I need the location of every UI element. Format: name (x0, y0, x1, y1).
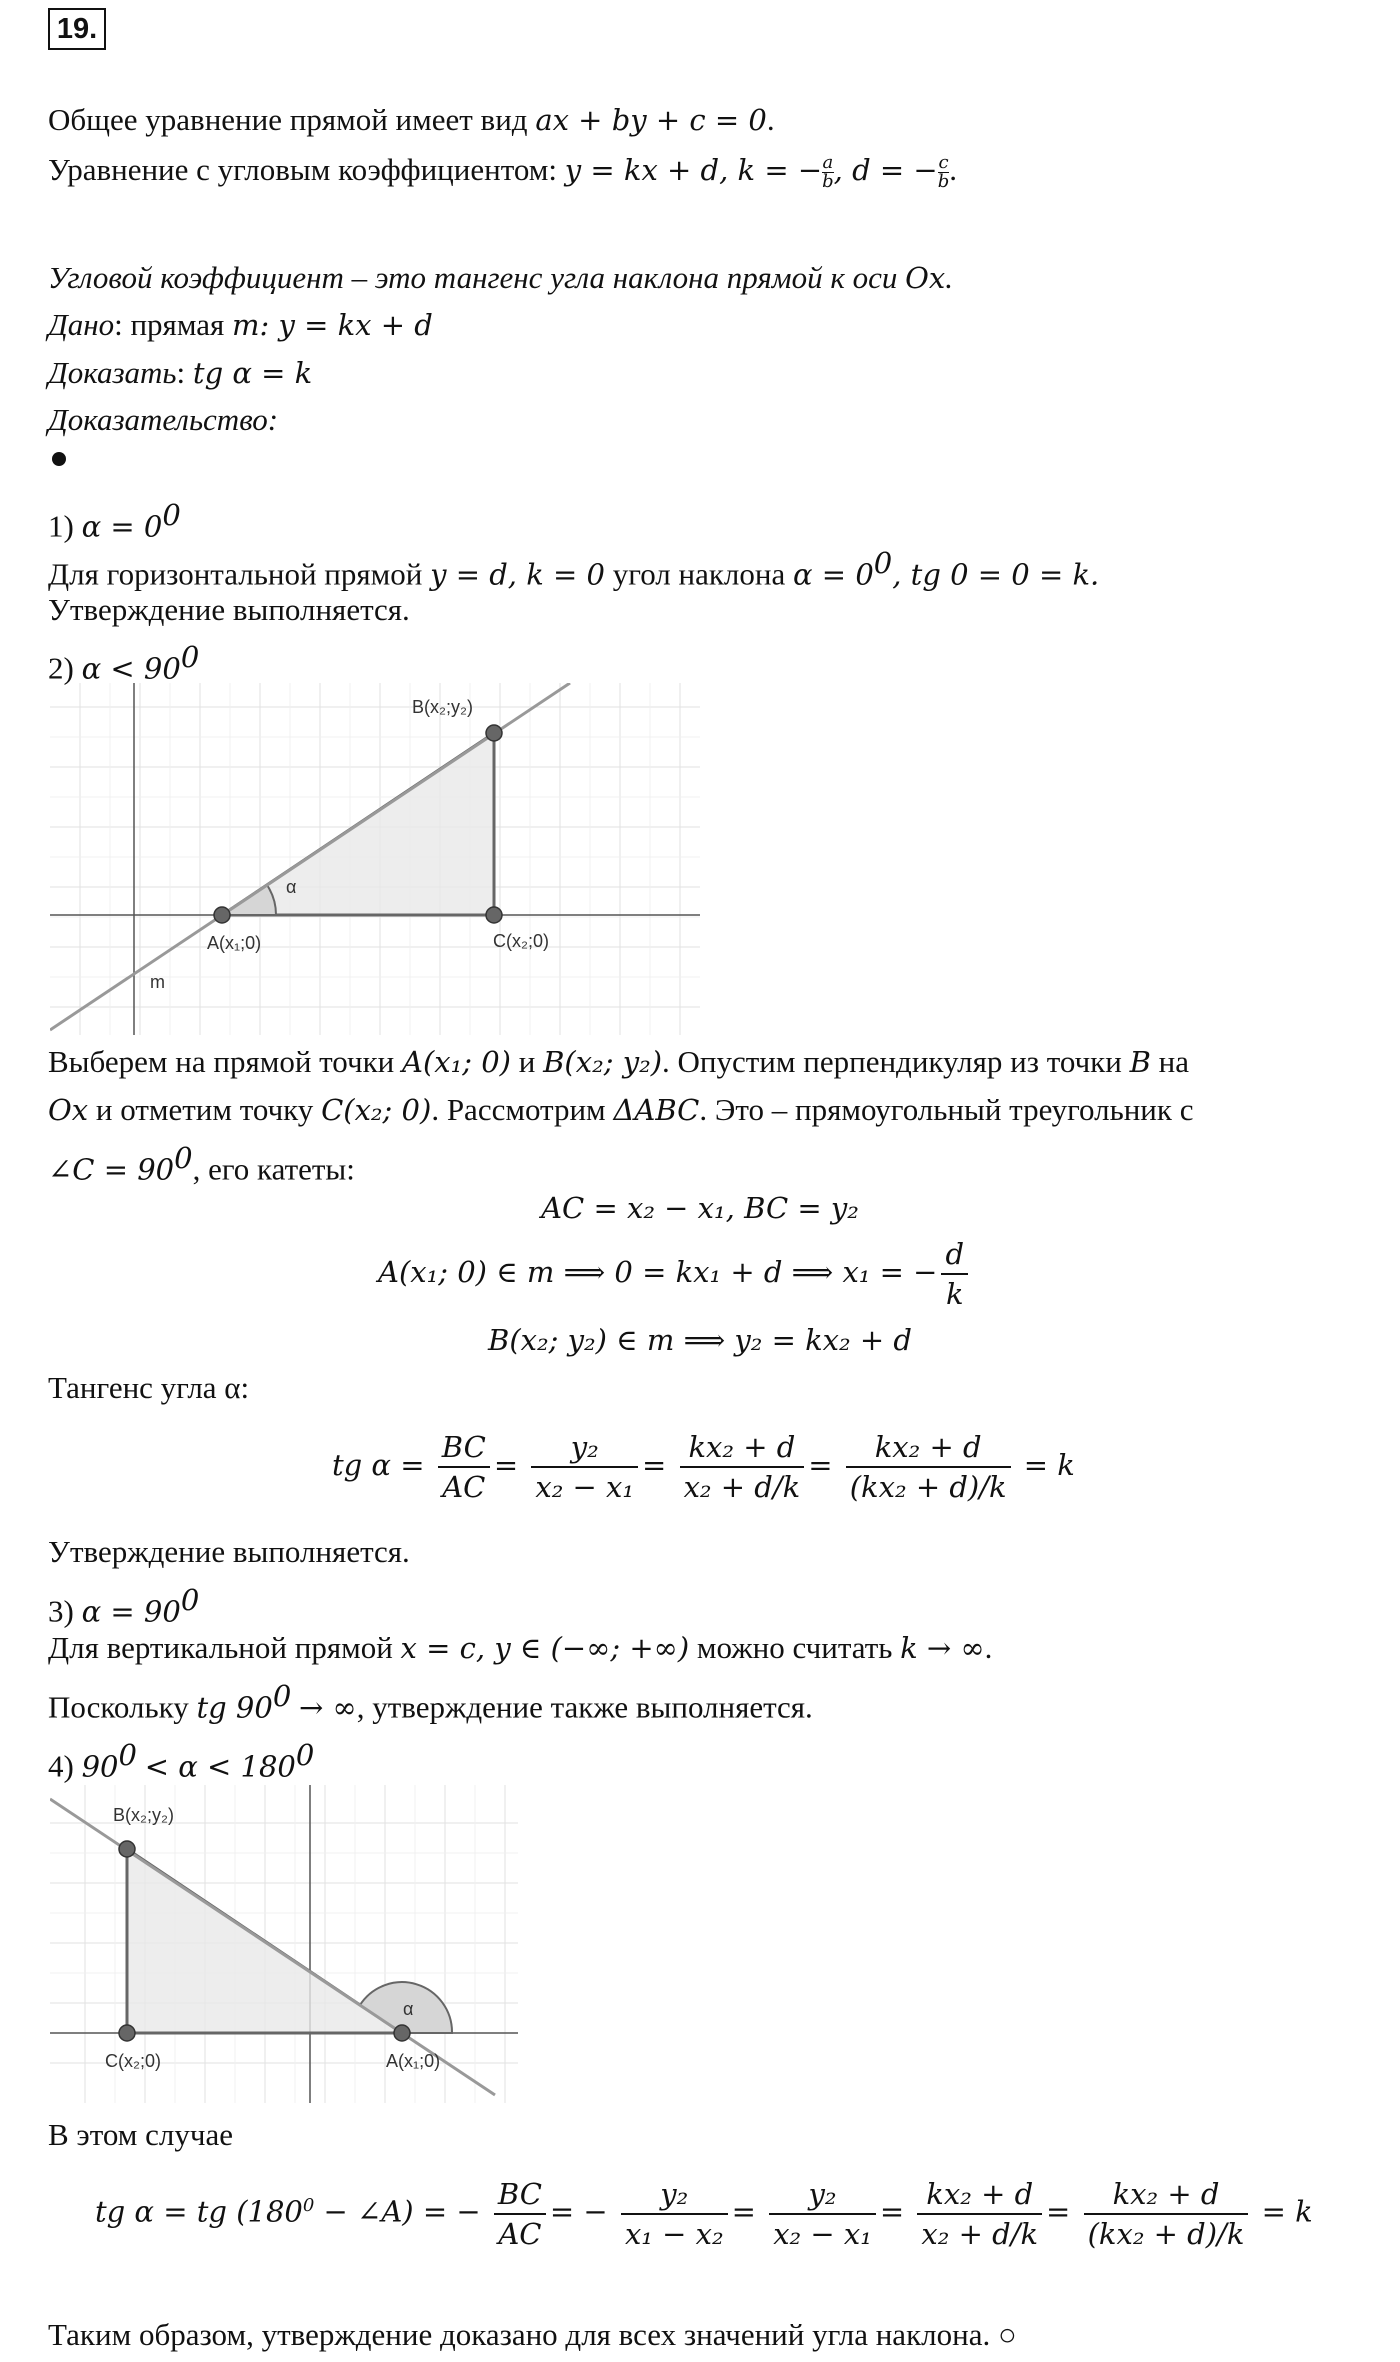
case1-label: 1) (48, 508, 74, 544)
conclusion: Таким образом, утверждение доказано для всех значений угла наклона. ○ (48, 2317, 1017, 2352)
case3-text-b: можно считать (696, 1630, 893, 1665)
tg-lhs: tg α = (332, 1448, 425, 1482)
case3-math-b: k → ∞ (900, 1631, 985, 1665)
tg-frac-2: $\frac{\text{y₂}}{\text{x₂ − x₁}}$ (531, 1428, 638, 1506)
case3-math-d: → ∞ (299, 1690, 357, 1725)
case4-frac-2: $\frac{\text{y₂}}{\text{x₁ − x₂}}$ (621, 2175, 728, 2253)
tg-frac-3: $\frac{\text{kx₂ + d}}{\text{x₂ + d/k}}$ (680, 1428, 805, 1506)
case1-math-a: y = d, k = 0 (430, 557, 606, 592)
case2-para2-text-b: . Рассмотрим (431, 1092, 606, 1127)
case3-line2 (48, 1676, 813, 1727)
tg-frac-4: $\frac{\text{kx₂ + d}}{\text{(kx₂ + d)/k}}$ (846, 1428, 1011, 1506)
graph-obtuse-angle (50, 1785, 518, 2103)
prove-label: Доказать (48, 355, 177, 390)
case2-para1-math-b: B(x₂; y₂) (543, 1045, 663, 1079)
case3-label: 3) (48, 1593, 74, 1629)
case1-statement: Утверждение выполняется. (48, 592, 410, 627)
case2-para2-math-b: C(x₂; 0) (321, 1093, 432, 1127)
slope-equation-line: Уравнение с угловым коэффициентом: y = kx + d, k = − $\frac{a}{b}$ , d = − $\frac{c}{b}$ . (48, 152, 957, 193)
case2-para2-text-c: . Это – прямоугольный треугольник с (699, 1092, 1194, 1127)
case2-para-line1 (48, 1042, 1189, 1082)
slope-eq-math: y = kx + d, k = − (564, 153, 823, 187)
case4-math-a: 90 (81, 1749, 119, 1784)
case1-heading (48, 495, 181, 546)
case2-para2-math-c: ΔABC (613, 1093, 700, 1127)
general-eq-math: ax + by + c = 0 (535, 103, 767, 137)
graph2-label-A: A(x₁;0) (386, 2051, 441, 2071)
case4-equation: tg α = tg ($180^0$ − ∠A) = − $\frac{BC}{AC}$ = − $\frac{\text{y₂}}{\text{x₁ − x₂}}$ = $\frac{\text{y₂}}{\text{x₂ − x₁}}$ = $\frac{\text{kx₂ + d}}{\text{x₂ + d/k}}$ = $\frac{\text{kx₂ + d}}{\text{(kx₂ + d)/k}}$ = k (95, 2176, 1313, 2251)
case4-frac-5: $\frac{\text{kx₂ + d}}{\text{(kx₂ + d)/k}}$ (1084, 2175, 1249, 2253)
case4-intro: В этом случае (48, 2117, 233, 2152)
case3-math-a: x = c, y ∈ (−∞; +∞) (400, 1631, 690, 1665)
case1-text-a: Для горизонтальной прямой (48, 556, 423, 592)
graph1-point-B (486, 725, 502, 741)
graph1-label-A: A(x₁;0) (207, 933, 262, 953)
case4-label: 4) (48, 1748, 74, 1784)
given-math: m: y = kx + d (232, 308, 433, 342)
graph1-label-alpha: α (286, 877, 297, 897)
general-equation-line: Общее уравнение прямой имеет вид ax + by + c = 0. (48, 102, 775, 137)
tangent-equation: tg α = $\frac{BC}{AC}$ = $\frac{\text{y₂}}{\text{x₂ − x₁}}$ = $\frac{\text{kx₂ + d}}{\text{x₂ + d/k}}$ = $\frac{\text{kx₂ + d}}{\text{(kx₂ + d)/k}}$ = k (332, 1430, 1075, 1504)
general-eq-text: Общее уравнение прямой имеет вид (48, 102, 528, 137)
case2-para2-math-a: Ox (48, 1093, 89, 1127)
case1-sup2: 0 (873, 546, 893, 580)
equation-legs: AC = x₂ − x₁, BC = y₂ (541, 1191, 859, 1225)
graph2-label-alpha: α (403, 1999, 414, 2019)
case3-heading (48, 1580, 199, 1631)
slope-eq-d: , d = − (833, 153, 938, 187)
given-label: Дано (48, 307, 115, 342)
given-line (48, 305, 433, 345)
case2-para1-math-c: B (1129, 1045, 1151, 1079)
case2-para1-text-b: и (518, 1044, 536, 1079)
case3-text-a: Для вертикальной прямой (48, 1630, 393, 1665)
equation-point-A (378, 1230, 972, 1314)
equation-point-B: B(x₂; y₂) ∈ m ⟹ y₂ = kx₂ + d (488, 1323, 912, 1357)
case2-para3-text: , его катеты: (192, 1151, 355, 1187)
case1-sup: 0 (162, 498, 181, 532)
tangent-label: Тангенс угла α: (48, 1370, 250, 1405)
case3-math-c: tg 90 (196, 1690, 273, 1725)
case2-math: α < 90 (81, 651, 181, 686)
case3-line1: Для вертикальной прямой x = c, y ∈ (−∞; +∞) можно считать k → ∞. (48, 1630, 993, 1665)
proof-label: Доказательство: (48, 402, 279, 437)
graph1-label-C: C(x₂;0) (493, 931, 549, 951)
case1-math-c: , tg 0 = 0 = k. (892, 557, 1100, 592)
case3-text-c: Поскольку (48, 1689, 189, 1725)
case3-sup: 0 (180, 1583, 200, 1617)
case4-heading (48, 1735, 314, 1786)
case2-para1-text-c: . Опустим перпендикуляр из точки (662, 1044, 1122, 1079)
case1-text-b: угол наклона (612, 556, 786, 592)
case2-para1-text-a: Выберем на прямой точки (48, 1044, 395, 1079)
case1-math: α = 0 (81, 509, 163, 544)
case2-label: 2) (48, 650, 74, 686)
case4-math-b: < α < 180 (144, 1749, 296, 1784)
case4-sup1: 0 (118, 1738, 137, 1772)
case1-line (48, 543, 1099, 594)
prove-line: Доказать: tg α = k (48, 355, 313, 390)
graph2-point-B (119, 1841, 135, 1857)
case2-para3-math: ∠C = 90 (48, 1152, 175, 1187)
case2-statement: Утверждение выполняется. (48, 1534, 410, 1569)
graph1-label-B: B(x₂;y₂) (412, 697, 473, 717)
case4-sup2: 0 (295, 1738, 315, 1772)
graph2-point-A (394, 2025, 410, 2041)
graph2-point-C (119, 2025, 135, 2041)
slope-eq-frac-a-b: $\frac{a}{b}$ (822, 152, 834, 193)
definition-text: Угловой коэффициент – это тангенс угла наклона прямой к оси (48, 260, 898, 295)
case2-para1-text-d: на (1158, 1044, 1189, 1079)
case2-para3-sup: 0 (174, 1141, 193, 1175)
tg-frac-1: $\frac{BC}{AC}$ (438, 1428, 490, 1506)
graph2-label-B: B(x₂;y₂) (113, 1805, 174, 1825)
definition-math: Ox (905, 261, 946, 295)
eq2-frac: $\frac{d}{k}$ (941, 1235, 968, 1313)
case3-sup2: 0 (272, 1679, 292, 1713)
given-text: : прямая (114, 307, 225, 342)
case2-heading (48, 637, 199, 688)
definition-line: Угловой коэффициент – это тангенс угла наклона прямой к оси Ox. (48, 260, 953, 295)
case2-para-line3 (48, 1138, 355, 1189)
tg-end: = k (1023, 1448, 1075, 1482)
case4-eq-sup: 0 (302, 2195, 315, 2216)
case4-end: = k (1261, 2194, 1313, 2229)
graph1-point-A (214, 907, 230, 923)
case4-frac-1: $\frac{BC}{AC}$ (494, 2175, 546, 2253)
slope-eq-frac-c-b: $\frac{c}{b}$ (937, 152, 950, 193)
case3-text-d: , утверждение также выполняется. (356, 1689, 813, 1725)
case4-frac-4: $\frac{\text{kx₂ + d}}{\text{x₂ + d/k}}$ (917, 2175, 1042, 2253)
graph1-label-m: m (150, 972, 165, 992)
slope-eq-text: Уравнение с угловым коэффициентом: (48, 152, 557, 187)
case4-lhs: tg α = tg (180 (95, 2194, 303, 2229)
case2-sup: 0 (180, 640, 200, 674)
case4-frac-3: $\frac{\text{y₂}}{\text{x₂ − x₁}}$ (769, 2175, 876, 2253)
graph1-point-C (486, 907, 502, 923)
case2-para1-math-a: A(x₁; 0) (402, 1045, 511, 1079)
graph2-label-C: C(x₂;0) (105, 2051, 161, 2071)
graph-acute-angle (50, 683, 700, 1035)
bullet-icon (52, 452, 66, 466)
case2-para2-text-a: и отметим точку (95, 1092, 314, 1127)
eq2-text: A(x₁; 0) ∈ m ⟹ 0 = kx₁ + d ⟹ x₁ = − (378, 1255, 938, 1289)
case2-para-line2 (48, 1090, 1193, 1130)
case3-math: α = 90 (81, 1594, 181, 1629)
prove-math: tg α = k (192, 356, 313, 390)
case4-lhs2: − ∠A) = − (323, 2194, 481, 2229)
case1-math-b: α = 0 (793, 557, 874, 592)
problem-number: 19. (48, 8, 106, 50)
